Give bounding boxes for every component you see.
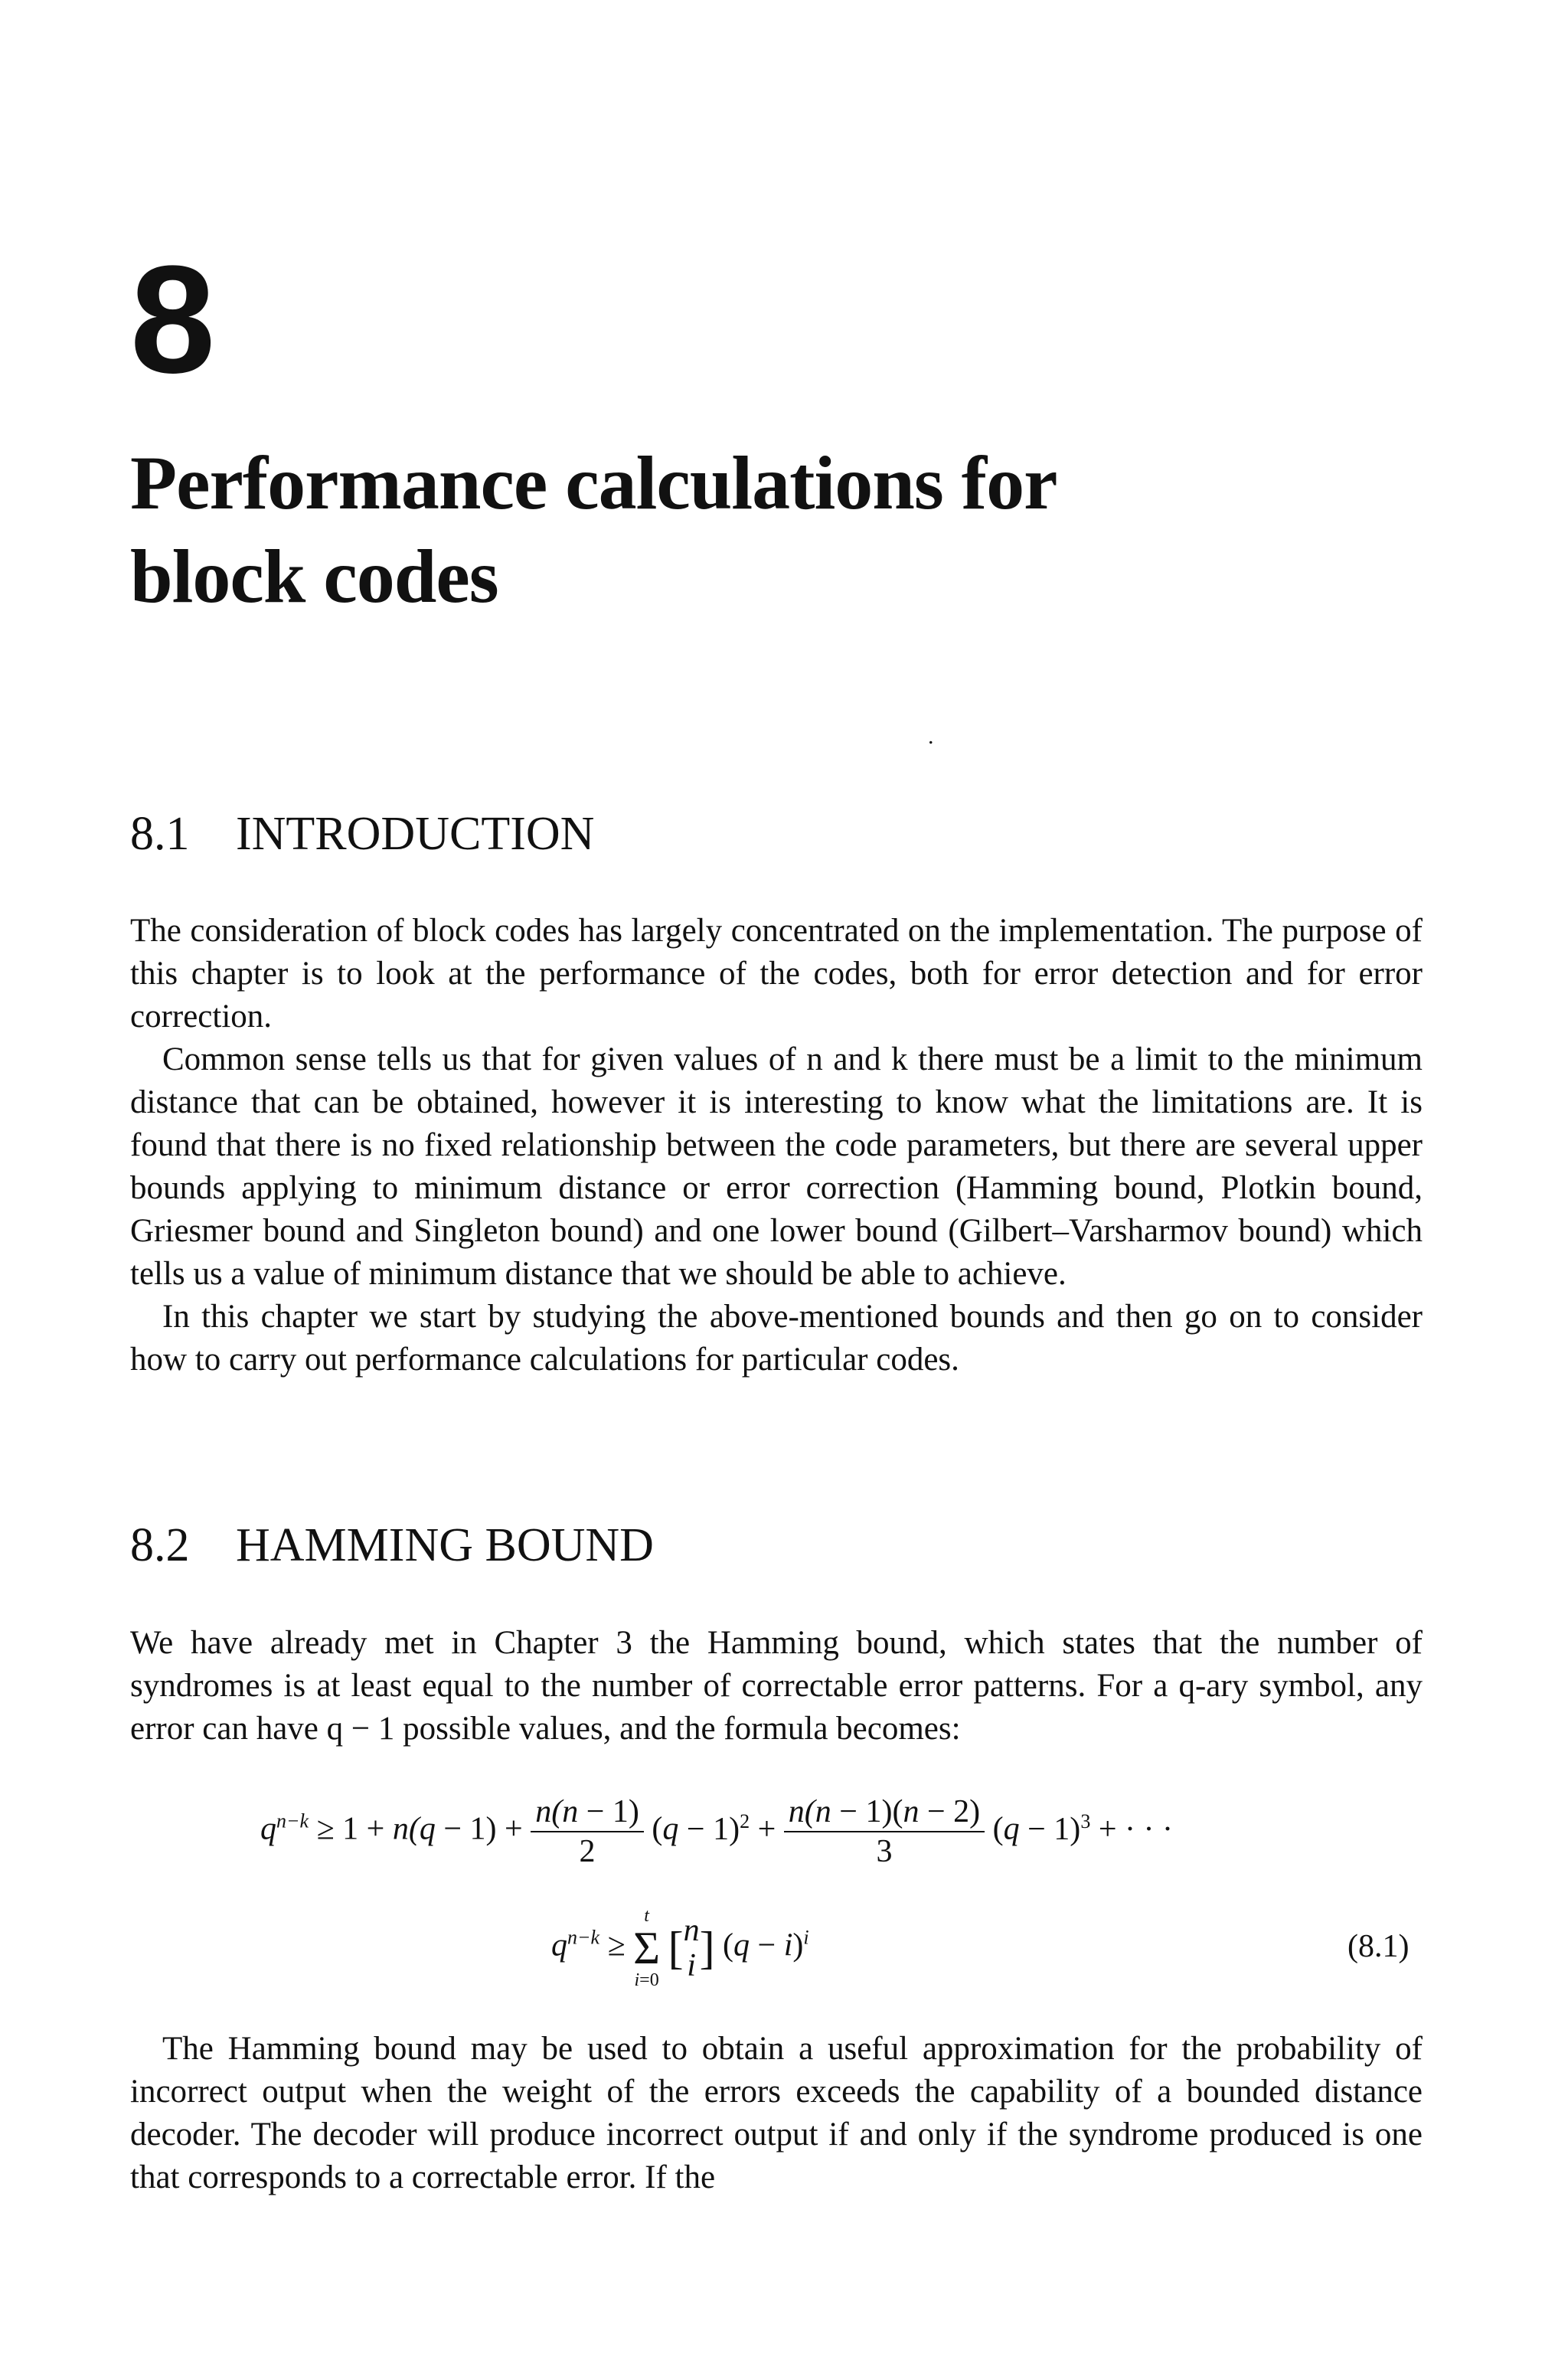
equation-number: (8.1) [1348,1929,1410,1964]
section-heading-introduction [130,810,594,858]
section-body-hamming-bound-continued [130,2028,1423,2199]
equation-hamming-bound-expanded: $q^{n-k} \ge 1 + n(q - 1)$ + $\frac{n(n - 1)}{2}$ $(q - 1)^2$ + $\frac{n(n - 1)(n - 2)}{3}$ $(q - 1)^3$ + · · · [260,1794,1173,1869]
section-body-hamming-bound [130,1622,1423,1751]
equation-hamming-bound-sum: $q^{n-k}$ ≥ t Σ i=0 [ n i ] $(q - i)^i$ [551,1906,809,1990]
paragraph: The Hamming bound may be used to obtain a useful approximation for the probability of incorrect output when the weight of the errors exceeds the capability of a bounded distance decoder. The decoder will produce incorrect output if and only if the syndrome produced is one that corresponds to a correctable error. If the [130,2031,1423,2195]
paragraph: Common sense tells us that for given values of n and k there must be a limit to the minimum distance that can be obtained, however it is interesting to know what the limitations are. It is found that there is no fixed relationship between the code parameters, but there are several upper bounds applying to minimum distance or error correction (Hamming bound, Plotkin bound, Griesmer bound and Singleton bound) and one lower bound (Gilbert–Varsharmov bound) which tells us a value of minimum distance that we should be able to achieve. [130,1041,1423,1292]
section-heading-hamming-bound [130,1519,654,1571]
chapter-title-line-2: block codes [130,534,498,619]
section-body-introduction [130,910,1423,1381]
paragraph: In this chapter we start by studying the above-mentioned bounds and then go on to consider how to carry out performance calculations for particular codes. [130,1299,1423,1378]
paragraph: The consideration of block codes has largely concentrated on the implementation. The purpose of this chapter is to look at the performance of the codes, both for error detection and for error correction. [130,913,1423,1035]
section-title: INTRODUCTION [236,808,595,860]
chapter-number: 8 [130,234,216,405]
stray-mark: . [928,724,934,749]
section-number: 8.1 [130,808,190,860]
chapter-title-line-1: Performance calculations for [130,440,1057,525]
paragraph: We have already met in Chapter 3 the Hamming bound, which states that the number of syndromes is at least equal to the number of correctable error patterns. For a q-ary symbol, any error can have q − 1 possible values, and the formula becomes: [130,1625,1423,1747]
chapter-title [130,436,1432,623]
section-number: 8.2 [130,1519,190,1571]
section-title: HAMMING BOUND [236,1519,654,1571]
